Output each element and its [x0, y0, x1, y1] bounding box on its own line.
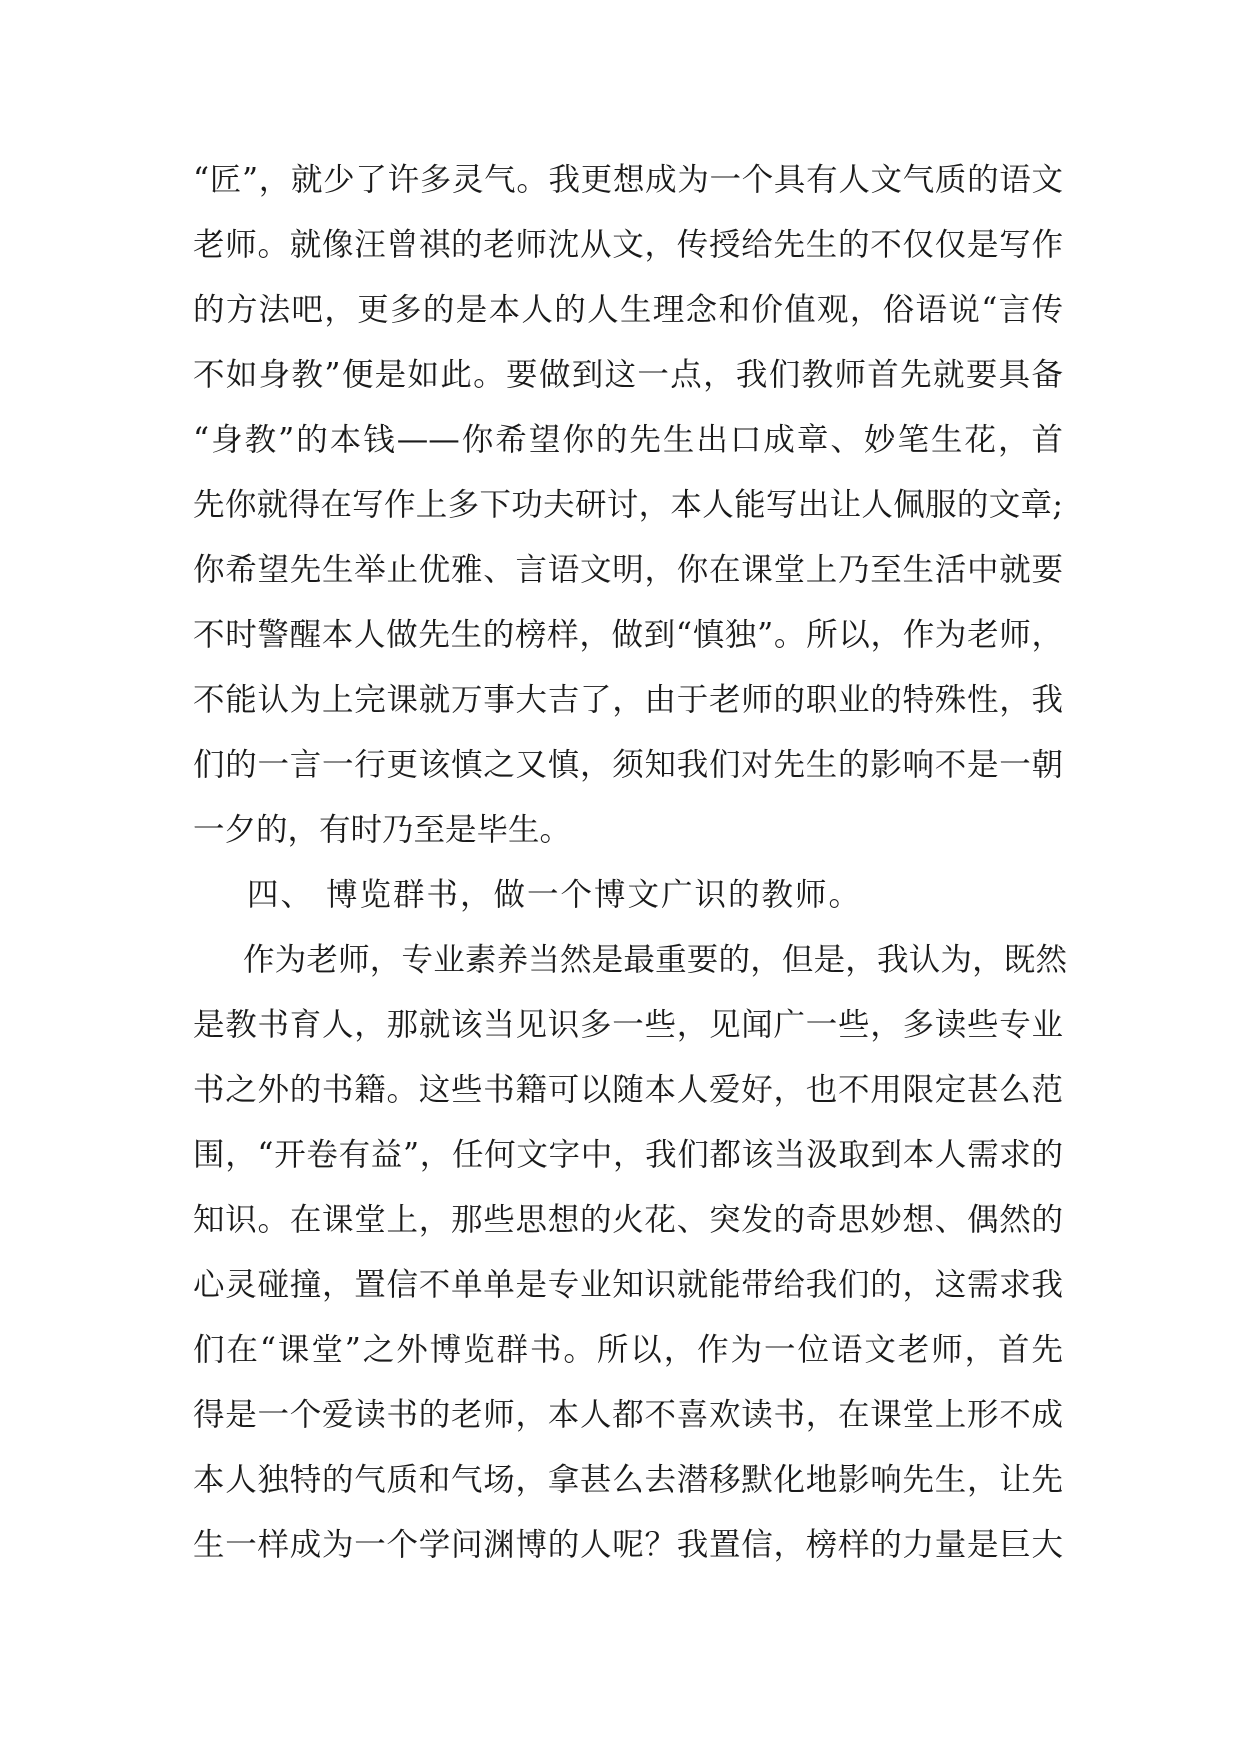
paragraph-line: 你希望先生举止优雅、言语文明，你在课堂上乃至生活中就要 [193, 552, 1063, 588]
paragraph-line: 先你就得在写作上多下功夫研讨，本人能写出让人佩服的文章; [193, 487, 1063, 523]
paragraph-line: 作为老师，专业素养当然是最重要的，但是，我认为，既然 [243, 942, 1067, 978]
paragraph-line: 书之外的书籍。这些书籍可以随本人爱好，也不用限定甚么范 [193, 1072, 1063, 1108]
paragraph-line: “身教”的本钱——你希望你的先生出口成章、妙笔生花，首 [193, 422, 1063, 458]
paragraph-line: 是教书育人，那就该当见识多一些，见闻广一些，多读些专业 [193, 1007, 1063, 1043]
paragraph-line: 生一样成为一个学问渊博的人呢？我置信，榜样的力量是巨大 [193, 1527, 1063, 1563]
paragraph-line: 的方法吧，更多的是本人的人生理念和价值观，俗语说“言传 [193, 292, 1063, 328]
paragraph-line: “匠”，就少了许多灵气。我更想成为一个具有人文气质的语文 [193, 162, 1063, 198]
paragraph-line: 知识。在课堂上，那些思想的火花、突发的奇思妙想、偶然的 [193, 1202, 1063, 1238]
section-heading: 四、 博览群书，做一个博文广识的教师。 [247, 877, 863, 913]
paragraph-line: 围，“开卷有益”，任何文字中，我们都该当汲取到本人需求的 [193, 1137, 1063, 1173]
paragraph-line: 不时警醒本人做先生的榜样，做到“慎独”。所以，作为老师， [193, 617, 1063, 653]
paragraph-line: 得是一个爱读书的老师，本人都不喜欢读书，在课堂上形不成 [193, 1397, 1063, 1433]
paragraph-line: 们在“课堂”之外博览群书。所以，作为一位语文老师，首先 [193, 1332, 1063, 1368]
paragraph-line: 老师。就像汪曾祺的老师沈从文，传授给先生的不仅仅是写作 [193, 227, 1063, 263]
paragraph-line: 不能认为上完课就万事大吉了，由于老师的职业的特殊性，我 [193, 682, 1063, 718]
paragraph-line: 心灵碰撞，置信不单单是专业知识就能带给我们的，这需求我 [193, 1267, 1063, 1303]
paragraph-line: 本人独特的气质和气场，拿甚么去潜移默化地影响先生，让先 [193, 1462, 1063, 1498]
paragraph-line: 们的一言一行更该慎之又慎，须知我们对先生的影响不是一朝 [193, 747, 1063, 783]
paragraph-line: 不如身教”便是如此。要做到这一点，我们教师首先就要具备 [193, 357, 1063, 393]
paragraph-line: 一夕的，有时乃至是毕生。 [193, 812, 572, 848]
